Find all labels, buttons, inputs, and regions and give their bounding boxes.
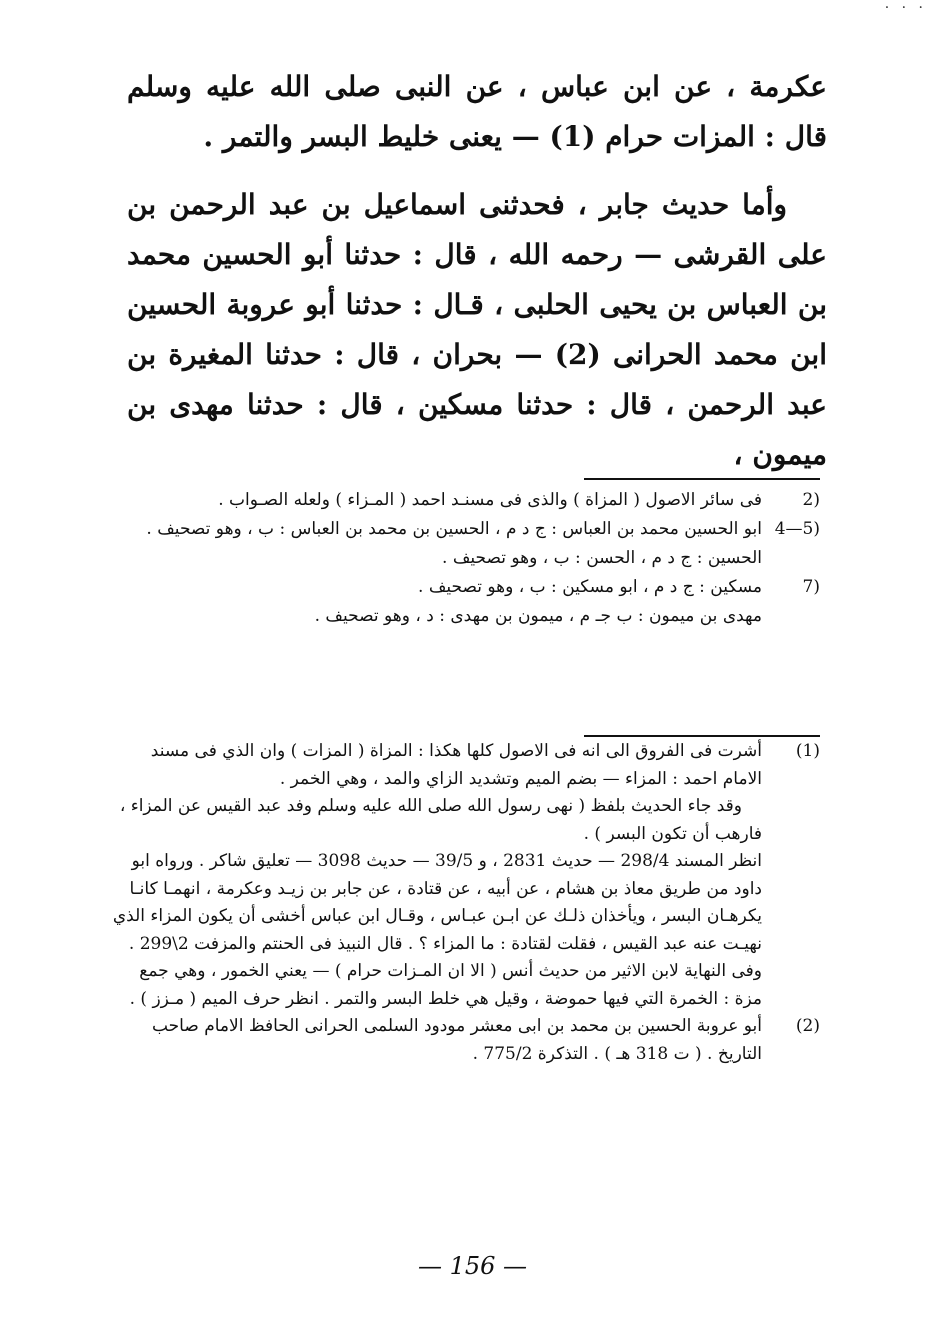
variant-readings	[110, 486, 820, 631]
footnote-line: انظر المسند 298/4 — حديث 2831 ، و 39/5 — حديث 3098 — تعليق شاكر . ورواه ابو داود من طريق معاذ بن هشام ، عن أبيه ، عن قتادة ، عن جابر بن زيـد وعكرمة ، انهمـا كانـا يكرهـان البسر ، ويأخذان ذلـك عن ابـن عبـاس ، وقـال ابن عباس أخشى أن يكون المزاء الذي نهيـت عنه عبد القيس ، فقلت لقتادة : ما المزاء ؟ . قال النبيذ فى الحنتم والمزفت 2\299 . وفى النهاية لابن الاثير من حديث أنس ( الا ان المـزات حرام ) — يعني الخمور ، وهي جمع مزة : الخمرة التي فيها حموضة ، وقيل هي خلط البسر والتمر . انظر حرف الميم ( مـزز ) .	[112, 851, 762, 1009]
footnote	[110, 1013, 820, 1068]
variant-line: مهدى بن ميمون : ب جـ م ، ميمون بن مهدى : د ، وهو تصحيف .	[314, 606, 762, 626]
variant-note	[110, 515, 820, 573]
variant-line: الحسين : ج د م ، الحسن : ب ، وهو تصحيف .	[442, 548, 762, 568]
main-paragraph-2: وأما حديث جابر ، فحدثنى اسماعيل بن عبد الرحمن بن على القرشى — رحمه الله ، قال : حدثنا أبو الحسين محمد بن العباس بن يحيى الحلبى ، قـال : حدثنا أبو عروبة الحسين ابن محمد الحرانى (2) — بحران ، قال : حدثنا المغيرة بن عبد الرحمن ، قال : حدثنا مسكين ، قال : حدثنا مهدى بن ميمون ،	[127, 188, 828, 471]
variant-number: 7)	[802, 577, 820, 597]
footnote-number: (2)	[795, 1016, 820, 1036]
variant-line: مسكين : ج د م ، ابو مسكين : ب ، وهو تصحيف .	[418, 577, 762, 597]
footnote	[110, 738, 820, 1013]
variant-number: 2)	[802, 490, 820, 510]
variant-number: 4—5)	[774, 519, 820, 539]
footnote-line: أبو عروبة الحسين بن محمد بن ابى معشر مودود السلمى الحرانى الحافظ الامام صاحب التاريخ . ( ت 318 هـ ) . التذكرة 775/2 .	[151, 1016, 762, 1064]
footnotes-divider	[584, 735, 820, 737]
variant-note	[110, 573, 820, 631]
main-paragraph-1: عكرمة ، عن ابن عباس ، عن النبى صلى الله عليه وسلم قال : المزات حرام (1) — يعنى خليط البسر والتمر .	[127, 70, 827, 153]
variant-note	[110, 486, 820, 515]
footnotes	[110, 738, 820, 1068]
main-text	[127, 62, 827, 480]
variant-line: فى سائر الاصول ( المزاة ) والذى فى مسنـد احمد ( المـزاء ) ولعله الصـواب .	[218, 490, 762, 510]
page-number: — 156 —	[417, 1252, 528, 1280]
variants-divider	[584, 478, 820, 480]
footnote-number: (1)	[795, 741, 820, 761]
corner-marks: · · ·	[884, 0, 927, 16]
footnote-line: أشرت فى الفروق الى انه فى الاصول كلها هكذا : المزاة ( المزات ) وان الذي فى مسند الامام احمد : المزاء — بضم الميم وتشديد الزاي والمد ، وهي الخمر .	[150, 741, 762, 789]
footnote-line: وقد جاء الحديث بلفظ ( نهى رسول الله صلى الله عليه وسلم وفد عبد القيس عن المزاء ، فارهب أن تكون البسر ) .	[119, 796, 762, 844]
variant-line: ابو الحسين محمد بن العباس : ج د م ، الحسين بن محمد بن العباس : ب ، وهو تصحيف .	[146, 519, 762, 539]
